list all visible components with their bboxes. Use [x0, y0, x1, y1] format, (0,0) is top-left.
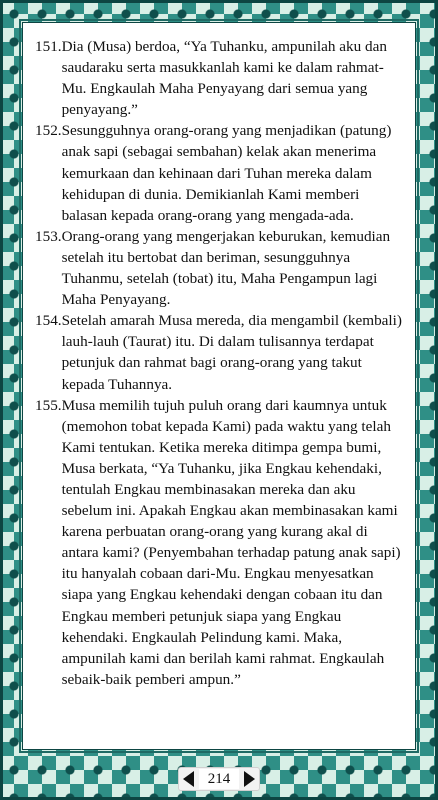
- verse-text: Dia (Musa) berdoa, “Ya Tuhanku, ampunilah aku dan saudaraku serta masukkanlah kami ke dalam rahmat-Mu. Engkaulah Maha Penyayang dari semua yang penyayang.”: [61, 38, 387, 119]
- verse-text: Setelah amarah Musa mereda, dia mengambil (kembali) lauh-lauh (Taurat) itu. Di dalam tulisannya terdapat petunjuk dan rahmat bagi orang-orang yang takut kepada Tuhannya.: [61, 312, 402, 393]
- verse-153: [35, 226, 405, 310]
- verse-number: 154.: [35, 312, 62, 330]
- page-footer: [0, 766, 438, 792]
- verse-number: 151.: [35, 38, 62, 55]
- triangle-left-icon[interactable]: [183, 771, 194, 787]
- verse-number: 152.: [35, 122, 62, 140]
- verse-number: 155.: [35, 396, 62, 414]
- verse-text: Orang-orang yang mengerjakan keburukan, kemudian setelah itu bertobat dan beriman, sesungguhnya Tuhanmu, setelah (tobat) itu, Maha Pengampun lagi Maha Penyayang.: [61, 227, 391, 309]
- triangle-right-icon[interactable]: [244, 771, 255, 787]
- verse-text: Musa memilih tujuh puluh orang dari kaumnya untuk (memohon tobat kepada Kami) pada waktu yang telah Kami tentukan. Ketika mereka ditimpa gempa bumi, Musa berkata, “Ya Tuhanku, jika Engkau kehendaki, tentulah Engkau membinasakan mereka dan aku sebelum ini. Apakah Engkau akan membinasakan kami karena perbuatan orang-orang yang kurang akal di antara kami? (Penyembahan terhadap patung anak sapi) itu hanyalah cobaan dari-Mu. Engkau menyesatkan siapa yang Engkau kehendaki dengan cobaan itu dan Engkau memberi petunjuk siapa yang Engkau kehendaki. Engkaulah Pelindung kami. Maka, ampunilah kami dan berilah kami rahmat. Engkaulah sebaik-baik pemberi ampun.”: [61, 396, 401, 688]
- page-navigator: [178, 767, 261, 791]
- verse-155: [35, 395, 405, 690]
- page-number: 214: [199, 769, 240, 789]
- verse-text: Sesungguhnya orang-orang yang menjadikan (patung) anak sapi (sebagai sembahan) kelak akan menerima kemurkaan dan kehinaan dari Tuhan mereka dalam kehidupan di dunia. Demikianlah Kami memberi balasan kepada orang-orang yang mengada-ada.: [61, 122, 392, 224]
- verse-154: [35, 310, 405, 394]
- translation-text-area: [22, 22, 416, 750]
- verse-number: 153.: [35, 227, 62, 245]
- verse-151: [35, 36, 405, 120]
- verse-152: [35, 120, 405, 225]
